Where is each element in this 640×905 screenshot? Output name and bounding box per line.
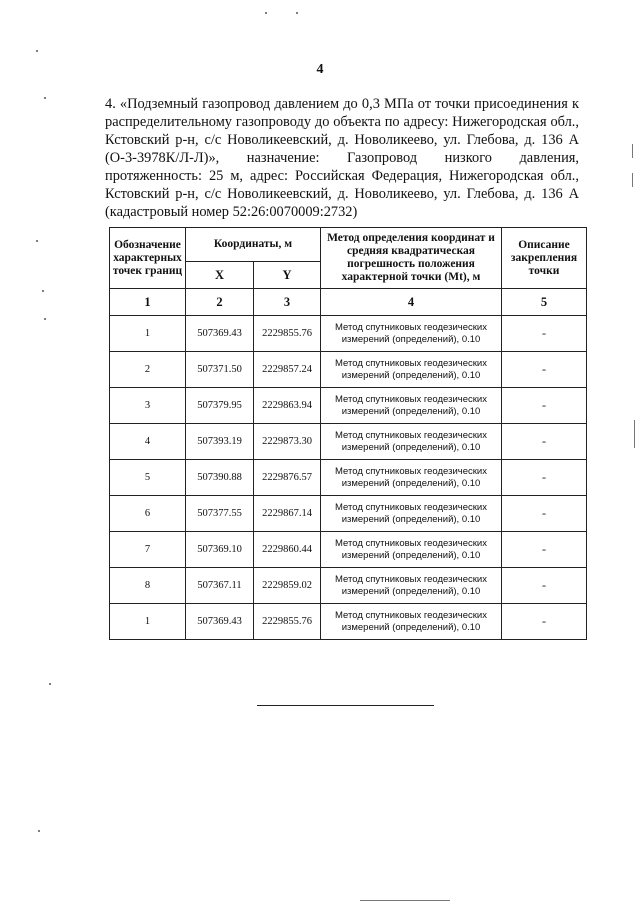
x-coordinate-cell: 507393.19 bbox=[186, 424, 254, 460]
header-fixation-description: Описание закрепления точки bbox=[502, 228, 587, 289]
scan-speck bbox=[296, 12, 298, 14]
page-number: 4 bbox=[316, 62, 324, 77]
fixation-cell: - bbox=[502, 568, 587, 604]
footer-line bbox=[360, 900, 450, 901]
table-row bbox=[110, 460, 587, 496]
point-cell: 3 bbox=[110, 388, 186, 424]
column-number: 3 bbox=[254, 289, 321, 316]
x-coordinate-cell: 507369.43 bbox=[186, 604, 254, 640]
y-coordinate-cell: 2229867.14 bbox=[254, 496, 321, 532]
separator-line bbox=[257, 705, 434, 706]
method-cell: Метод спутниковых геодезических измерений (определений), 0.10 bbox=[321, 532, 502, 568]
y-coordinate-cell: 2229876.57 bbox=[254, 460, 321, 496]
method-cell: Метод спутниковых геодезических измерений (определений), 0.10 bbox=[321, 352, 502, 388]
method-cell: Метод спутниковых геодезических измерений (определений), 0.10 bbox=[321, 460, 502, 496]
x-coordinate-cell: 507377.55 bbox=[186, 496, 254, 532]
fixation-cell: - bbox=[502, 496, 587, 532]
fixation-cell: - bbox=[502, 352, 587, 388]
point-cell: 7 bbox=[110, 532, 186, 568]
fixation-cell: - bbox=[502, 604, 587, 640]
x-coordinate-cell: 507369.10 bbox=[186, 532, 254, 568]
table-row bbox=[110, 352, 587, 388]
point-cell: 5 bbox=[110, 460, 186, 496]
table-row bbox=[110, 568, 587, 604]
y-coordinate-cell: 2229859.02 bbox=[254, 568, 321, 604]
x-coordinate-cell: 507390.88 bbox=[186, 460, 254, 496]
method-cell: Метод спутниковых геодезических измерений (определений), 0.10 bbox=[321, 424, 502, 460]
y-coordinate-cell: 2229857.24 bbox=[254, 352, 321, 388]
column-number: 5 bbox=[502, 289, 587, 316]
point-cell: 1 bbox=[110, 604, 186, 640]
header-coordinates: Координаты, м bbox=[186, 228, 321, 262]
scan-speck bbox=[265, 12, 267, 14]
table-row bbox=[110, 316, 587, 352]
x-coordinate-cell: 507369.43 bbox=[186, 316, 254, 352]
y-coordinate-cell: 2229863.94 bbox=[254, 388, 321, 424]
scan-speck bbox=[49, 683, 51, 685]
fixation-cell: - bbox=[502, 460, 587, 496]
y-coordinate-cell: 2229860.44 bbox=[254, 532, 321, 568]
header-point-designation: Обозначение характерных точек границ bbox=[110, 228, 186, 289]
fixation-cell: - bbox=[502, 424, 587, 460]
coordinates-table bbox=[109, 227, 587, 640]
method-cell: Метод спутниковых геодезических измерений (определений), 0.10 bbox=[321, 568, 502, 604]
x-coordinate-cell: 507367.11 bbox=[186, 568, 254, 604]
object-description: 4. «Подземный газопровод давлением до 0,3 МПа от точки присоединения к распределительному газопроводу до объекта по адресу: Нижегородская обл., Кстовский р-н, с/с Новоликеевский, д. Новоликеево, ул. Глебова, д. 136 А (О-3-3978К/Л-Л)», назначение: Газопровод низкого давления, протяженность: 25 м, адрес: Российская Федерация, Нижегородская обл., Кстовский р-н, с/с Новоликеевский, д. Новоликеево, ул. Глебова, д. 136 А (кадастровый номер 52:26:0070009:2732) bbox=[105, 96, 579, 220]
scan-speck bbox=[38, 830, 40, 832]
point-cell: 2 bbox=[110, 352, 186, 388]
scan-speck bbox=[44, 318, 46, 320]
scan-mark bbox=[632, 144, 633, 158]
y-coordinate-cell: 2229873.30 bbox=[254, 424, 321, 460]
column-number: 2 bbox=[186, 289, 254, 316]
method-cell: Метод спутниковых геодезических измерений (определений), 0.10 bbox=[321, 388, 502, 424]
fixation-cell: - bbox=[502, 532, 587, 568]
x-coordinate-cell: 507379.95 bbox=[186, 388, 254, 424]
table-row bbox=[110, 532, 587, 568]
column-number: 1 bbox=[110, 289, 186, 316]
scan-speck bbox=[36, 240, 38, 242]
point-cell: 4 bbox=[110, 424, 186, 460]
fixation-cell: - bbox=[502, 316, 587, 352]
y-coordinate-cell: 2229855.76 bbox=[254, 604, 321, 640]
table-row bbox=[110, 388, 587, 424]
scan-mark bbox=[634, 420, 635, 448]
method-cell: Метод спутниковых геодезических измерений (определений), 0.10 bbox=[321, 496, 502, 532]
point-cell: 8 bbox=[110, 568, 186, 604]
fixation-cell: - bbox=[502, 388, 587, 424]
header-y: Y bbox=[254, 262, 321, 289]
point-cell: 6 bbox=[110, 496, 186, 532]
scan-mark bbox=[632, 173, 633, 187]
scan-speck bbox=[44, 97, 46, 99]
table-row bbox=[110, 424, 587, 460]
table-row bbox=[110, 604, 587, 640]
method-cell: Метод спутниковых геодезических измерений (определений), 0.10 bbox=[321, 604, 502, 640]
x-coordinate-cell: 507371.50 bbox=[186, 352, 254, 388]
scan-speck bbox=[42, 290, 44, 292]
column-number: 4 bbox=[321, 289, 502, 316]
y-coordinate-cell: 2229855.76 bbox=[254, 316, 321, 352]
point-cell: 1 bbox=[110, 316, 186, 352]
header-method: Метод определения координат и средняя квадратическая погрешность положения характерной точки (Mt), м bbox=[321, 228, 502, 289]
method-cell: Метод спутниковых геодезических измерений (определений), 0.10 bbox=[321, 316, 502, 352]
table-row bbox=[110, 496, 587, 532]
header-x: X bbox=[186, 262, 254, 289]
scan-speck bbox=[36, 50, 38, 52]
